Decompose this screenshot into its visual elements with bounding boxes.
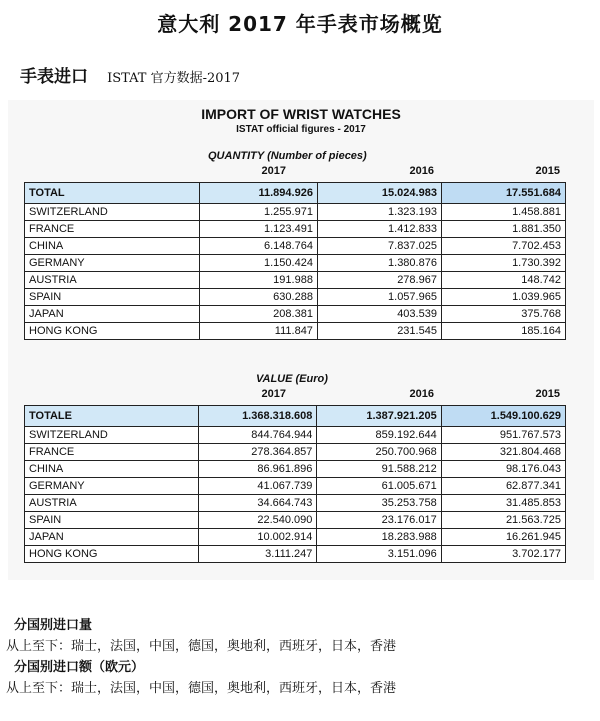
table-row — [25, 238, 566, 255]
total-2015: 1.549.100.629 — [441, 406, 565, 427]
value-cell: 86.961.896 — [198, 461, 317, 478]
quantity-year-2016: 2016 — [409, 165, 434, 177]
document-subheading: ISTAT official figures - 2017 — [236, 124, 366, 135]
country-cell: HONG KONG — [25, 323, 200, 340]
table-row — [25, 529, 566, 546]
country-cell: AUSTRIA — [25, 272, 200, 289]
value-cell: 1.039.965 — [441, 289, 565, 306]
value-cell: 321.804.468 — [441, 444, 565, 461]
country-cell: SWITZERLAND — [25, 204, 200, 221]
value-year-2015: 2015 — [535, 388, 560, 400]
country-cell: FRANCE — [25, 444, 199, 461]
country-cell: SPAIN — [25, 512, 199, 529]
value-year-2017: 2017 — [261, 388, 286, 400]
value-total-row — [25, 406, 566, 427]
table-row — [25, 512, 566, 529]
country-cell: GERMANY — [25, 478, 199, 495]
value-cell: 859.192.644 — [317, 427, 441, 444]
country-cell: GERMANY — [25, 255, 200, 272]
value-cell: 1.730.392 — [441, 255, 565, 272]
value-cell: 34.664.743 — [198, 495, 317, 512]
table-row — [25, 204, 566, 221]
total-2016: 1.387.921.205 — [317, 406, 441, 427]
scanned-document — [8, 100, 594, 580]
table-row — [25, 461, 566, 478]
note-heading-value: 分国别进口额（欧元） — [14, 660, 145, 675]
value-cell: 31.485.853 — [441, 495, 565, 512]
table-row — [25, 444, 566, 461]
value-cell: 278.364.857 — [198, 444, 317, 461]
notes-section — [6, 615, 596, 699]
value-cell: 23.176.017 — [317, 512, 441, 529]
value-cell: 630.288 — [199, 289, 317, 306]
value-cell: 41.067.739 — [198, 478, 317, 495]
country-cell: JAPAN — [25, 306, 200, 323]
value-cell: 61.005.671 — [317, 478, 441, 495]
value-year-2016: 2016 — [409, 388, 434, 400]
total-label: TOTALE — [25, 406, 199, 427]
value-cell: 250.700.968 — [317, 444, 441, 461]
document-heading: IMPORT OF WRIST WATCHES — [201, 106, 401, 122]
table-row — [25, 546, 566, 563]
value-cell: 844.764.944 — [198, 427, 317, 444]
value-cell: 3.151.096 — [317, 546, 441, 563]
total-2016: 15.024.983 — [317, 183, 441, 204]
source-label: ISTAT 官方数据-2017 — [107, 71, 241, 86]
value-section-label: VALUE (Euro) — [256, 373, 328, 385]
country-cell: SWITZERLAND — [25, 427, 199, 444]
value-cell: 16.261.945 — [441, 529, 565, 546]
value-cell: 375.768 — [441, 306, 565, 323]
value-cell: 7.702.453 — [441, 238, 565, 255]
value-cell: 62.877.341 — [441, 478, 565, 495]
value-cell: 91.588.212 — [317, 461, 441, 478]
table-row — [25, 255, 566, 272]
value-cell: 22.540.090 — [198, 512, 317, 529]
quantity-year-header — [8, 165, 594, 179]
country-cell: AUSTRIA — [25, 495, 199, 512]
value-cell: 1.123.491 — [199, 221, 317, 238]
quantity-total-row — [25, 183, 566, 204]
country-cell: CHINA — [25, 238, 200, 255]
value-cell: 7.837.025 — [317, 238, 441, 255]
country-cell: HONG KONG — [25, 546, 199, 563]
value-cell: 185.164 — [441, 323, 565, 340]
table-row — [25, 306, 566, 323]
total-2015: 17.551.684 — [441, 183, 565, 204]
value-cell: 1.458.881 — [441, 204, 565, 221]
value-cell: 111.847 — [199, 323, 317, 340]
value-cell: 951.767.573 — [441, 427, 565, 444]
total-label: TOTAL — [25, 183, 200, 204]
note-heading-quantity: 分国别进口量 — [14, 618, 93, 633]
table-row — [25, 427, 566, 444]
subtitle-row — [20, 62, 240, 87]
value-cell: 231.545 — [317, 323, 441, 340]
total-2017: 11.894.926 — [199, 183, 317, 204]
table-row — [25, 495, 566, 512]
value-cell: 1.150.424 — [199, 255, 317, 272]
value-cell: 1.255.971 — [199, 204, 317, 221]
quantity-year-2015: 2015 — [535, 165, 560, 177]
country-cell: CHINA — [25, 461, 199, 478]
table-row — [25, 478, 566, 495]
value-cell: 1.380.876 — [317, 255, 441, 272]
value-year-header — [8, 388, 594, 402]
value-cell: 1.881.350 — [441, 221, 565, 238]
value-cell: 98.176.043 — [441, 461, 565, 478]
table-row — [25, 323, 566, 340]
country-cell: FRANCE — [25, 221, 200, 238]
value-cell: 148.742 — [441, 272, 565, 289]
table-row — [25, 272, 566, 289]
value-table — [24, 405, 566, 563]
value-cell: 1.412.833 — [317, 221, 441, 238]
quantity-section-label: QUANTITY (Number of pieces) — [208, 150, 367, 162]
value-cell: 6.148.764 — [199, 238, 317, 255]
value-cell: 1.057.965 — [317, 289, 441, 306]
section-subtitle: 手表进口 — [20, 67, 88, 87]
table-row — [25, 289, 566, 306]
value-cell: 403.539 — [317, 306, 441, 323]
country-cell: SPAIN — [25, 289, 200, 306]
value-cell: 35.253.758 — [317, 495, 441, 512]
value-cell: 278.967 — [317, 272, 441, 289]
value-cell: 191.988 — [199, 272, 317, 289]
country-cell: JAPAN — [25, 529, 199, 546]
table-row — [25, 221, 566, 238]
value-cell: 3.111.247 — [198, 546, 317, 563]
quantity-table — [24, 182, 566, 340]
quantity-year-2017: 2017 — [261, 165, 286, 177]
value-cell: 18.283.988 — [317, 529, 441, 546]
value-cell: 10.002.914 — [198, 529, 317, 546]
page-title: 意大利 2017 年手表市场概览 — [157, 12, 443, 36]
value-cell: 208.381 — [199, 306, 317, 323]
note-text-value: 从上至下：瑞士，法国，中国，德国，奥地利，西班牙，日本，香港 — [6, 681, 397, 696]
value-cell: 21.563.725 — [441, 512, 565, 529]
total-2017: 1.368.318.608 — [198, 406, 317, 427]
note-text-quantity: 从上至下：瑞士，法国，中国，德国，奥地利，西班牙，日本，香港 — [6, 639, 397, 654]
value-cell: 3.702.177 — [441, 546, 565, 563]
value-cell: 1.323.193 — [317, 204, 441, 221]
